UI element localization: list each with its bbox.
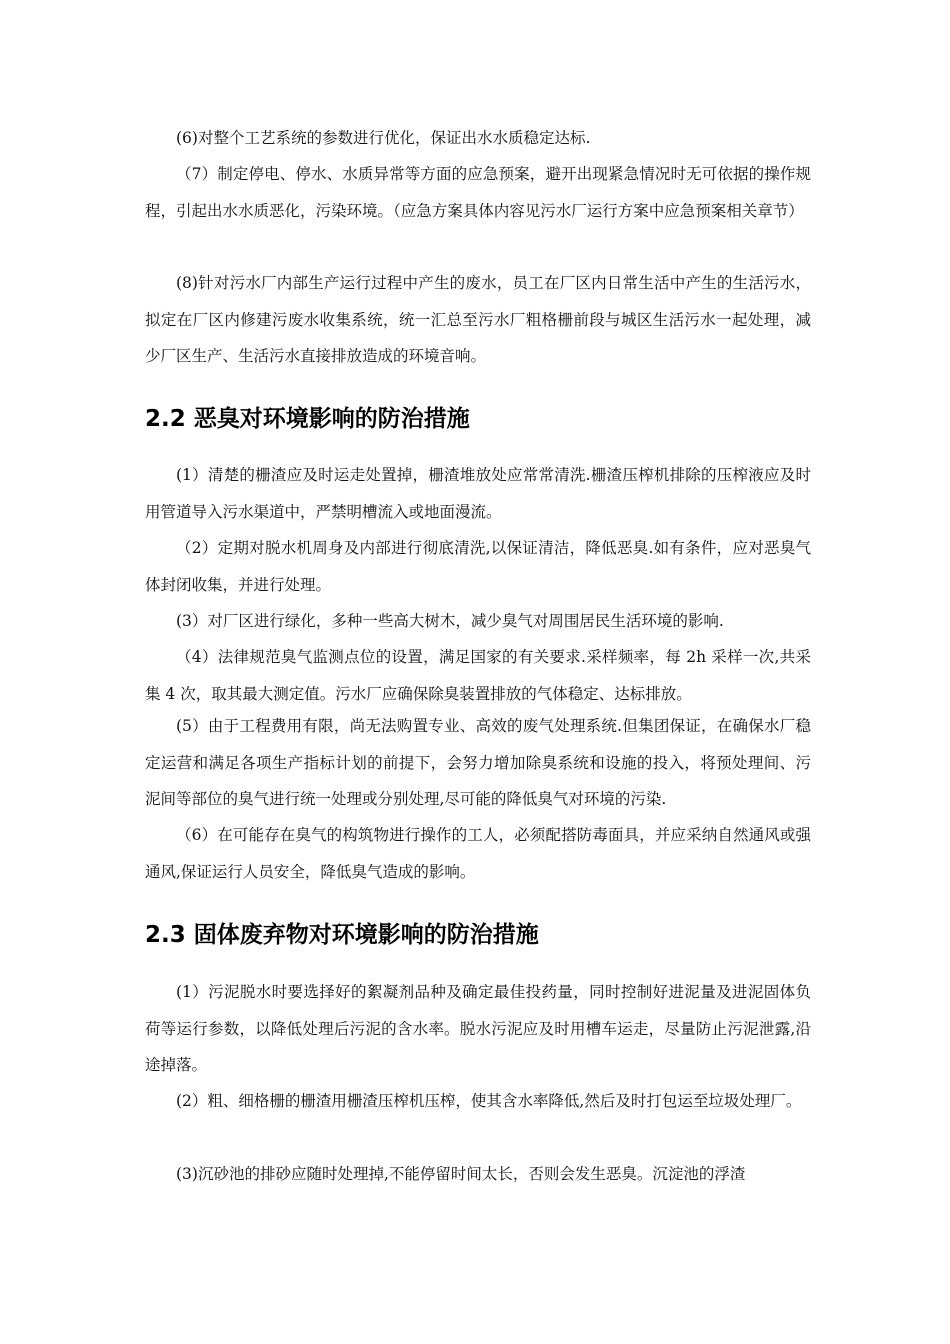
paragraph-s2-5: (5）由于工程费用有限，尚无法购置专业、高效的废气处理系统.但集团保证，在确保水厂稳定运营和满足各项生产指标计划的前提下，会努力增加除臭系统和设施的投入，将预处理间、污泥间等部位的臭气进行统一处理或分别处理,尽可能的降低臭气对环境的污染. [145,717,811,808]
paragraph-s1-8: (8)针对污水厂内部生产运行过程中产生的废水，员工在厂区内日常生活中产生的生活污水，拟定在厂区内修建污废水收集系统，统一汇总至污水厂粗格栅前段与城区生活污水一起处理，减少厂区生产、生活污水直接排放造成的环境音响。 [145,274,811,365]
paragraph-s3-3: (3)沉砂池的排砂应随时处理掉,不能停留时间太长，否则会发生恶臭。沉淀池的浮渣 [176,1165,746,1183]
paragraph-s3-2: (2）粗、细格栅的栅渣用栅渣压榨机压榨，使其含水率降低,然后及时打包运至垃圾处理厂。 [176,1092,802,1110]
paragraph-s2-1: (1）清楚的栅渣应及时运走处置掉，栅渣堆放处应常常清洗.栅渣压榨机排除的压榨液应及时用管道导入污水渠道中，严禁明槽流入或地面漫流。 [145,466,811,521]
paragraph-s1-7: （7）制定停电、停水、水质异常等方面的应急预案，避开出现紧急情况时无可依据的操作规程，引起出水水质恶化，污染环境。（应急方案具体内容见污水厂运行方案中应急预案相关章节） [145,165,811,220]
paragraph-s1-6: (6)对整个工艺系统的参数进行优化，保证出水水质稳定达标. [176,129,591,147]
paragraph-s2-6: （6）在可能存在臭气的构筑物进行操作的工人，必须配搭防毒面具，并应采纳自然通风或强通风,保证运行人员安全，降低臭气造成的影响。 [145,826,811,881]
section-heading-2-2: 2.2 恶臭对环境影响的防治措施 [145,406,470,432]
paragraph-s2-4: （4）法律规范臭气监测点位的设置，满足国家的有关要求.采样频率，每 2h 采样一次,共采集 4 次，取其最大测定值。污水厂应确保除臭装置排放的气体稳定、达标排放。 [145,648,811,703]
paragraph-s2-2: （2）定期对脱水机周身及内部进行彻底清洗,以保证清洁，降低恶臭.如有条件，应对恶臭气体封闭收集，并进行处理。 [145,539,811,594]
section-heading-2-3: 2.3 固体废弃物对环境影响的防治措施 [145,922,539,948]
paragraph-s2-3: (3）对厂区进行绿化，多种一些高大树木，减少臭气对周围居民生活环境的影响. [176,612,724,630]
paragraph-s3-1: (1）污泥脱水时要选择好的絮凝剂品种及确定最佳投药量，同时控制好进泥量及进泥固体负荷等运行参数，以降低处理后污泥的含水率。脱水污泥应及时用槽车运走，尽量防止污泥泄露,沿途掉落。 [145,983,811,1074]
